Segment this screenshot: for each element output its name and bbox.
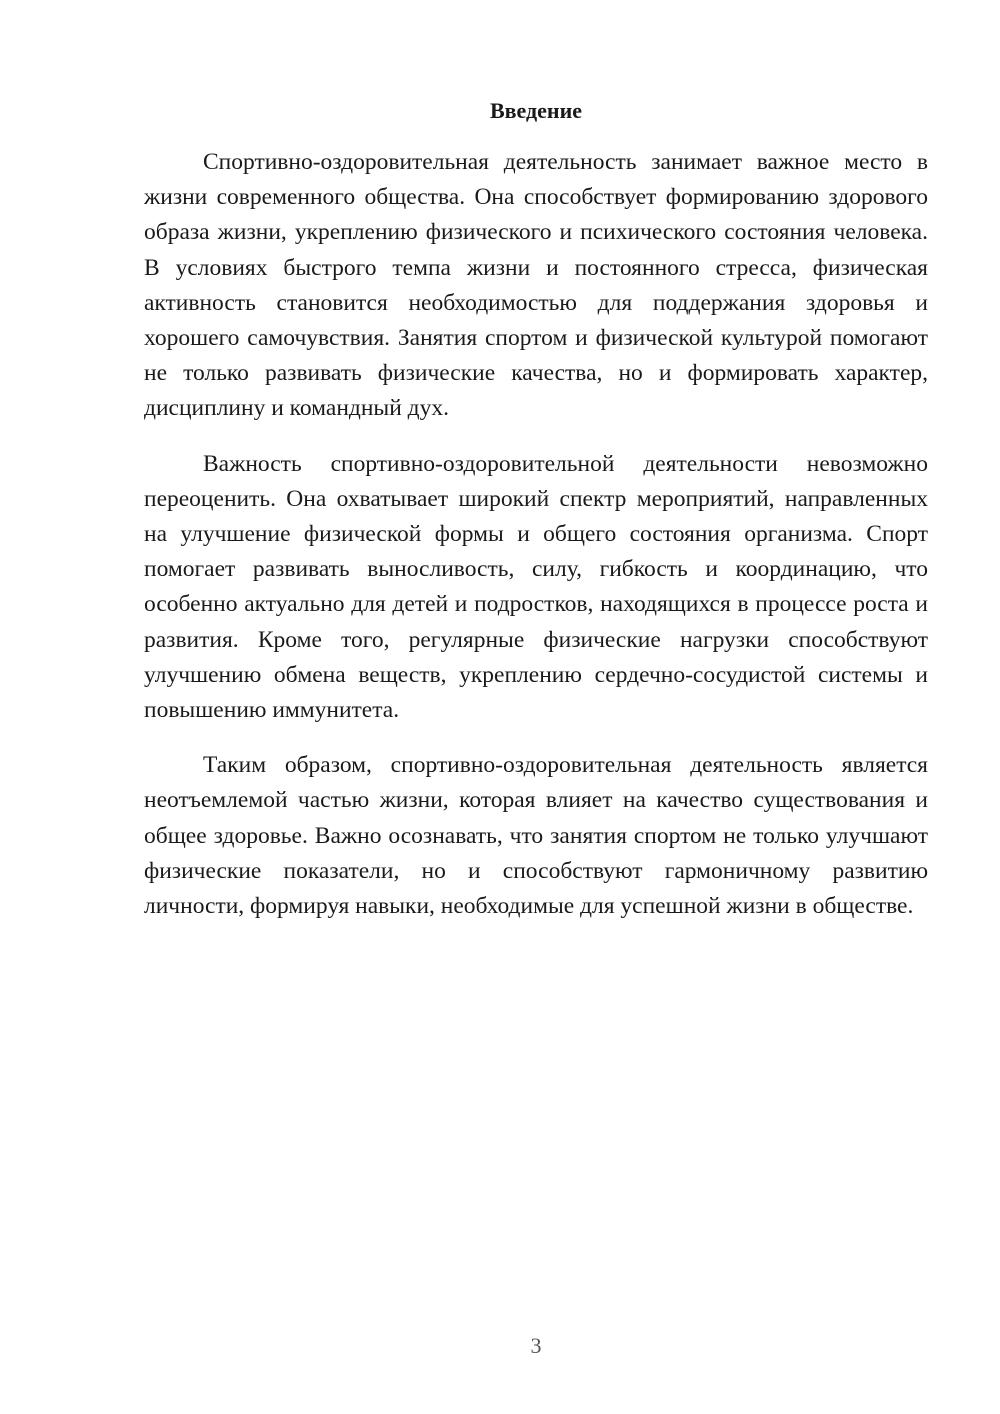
paragraph-2: Важность спортивно-оздоровительной деятельности невозможно переоценить. Она охватывает широкий спектр мероприятий, направленных на улучшение физической формы и общего состояния организма. Спорт помогает развивать выносливость, силу, гибкость и координацию, что особенно актуально для детей и подростков, находящихся в процессе роста и развития. Кроме того, регулярные физические нагрузки способствуют улучшению обмена веществ, укреплению сердечно-сосудистой системы и повышению иммунитета. [144, 450, 928, 724]
page-number: 3 [530, 1333, 542, 1358]
document-body [144, 145, 928, 944]
paragraph-3: Таким образом, спортивно-оздоровительная деятельность является неотъемлемой частью жизни, которая влияет на качество существования и общее здоровье. Важно осознавать, что занятия спортом не только улучшают физические показатели, но и способствуют гармоничному развитию личности, формируя навыки, необходимые для успешной жизни в обществе. [144, 752, 928, 920]
paragraph-1: Спортивно-оздоровительная деятельность занимает важное место в жизни современного общества. Она способствует формированию здорового образа жизни, укреплению физического и психического состояния человека. В условиях быстрого темпа жизни и постоянного стресса, физическая активность становится необходимостью для поддержания здоровья и хорошего самочувствия. Занятия спортом и физической культурой помогают не только развивать физические качества, но и формировать характер, дисциплину и командный дух. [144, 149, 928, 422]
section-heading: Введение [489, 98, 583, 123]
